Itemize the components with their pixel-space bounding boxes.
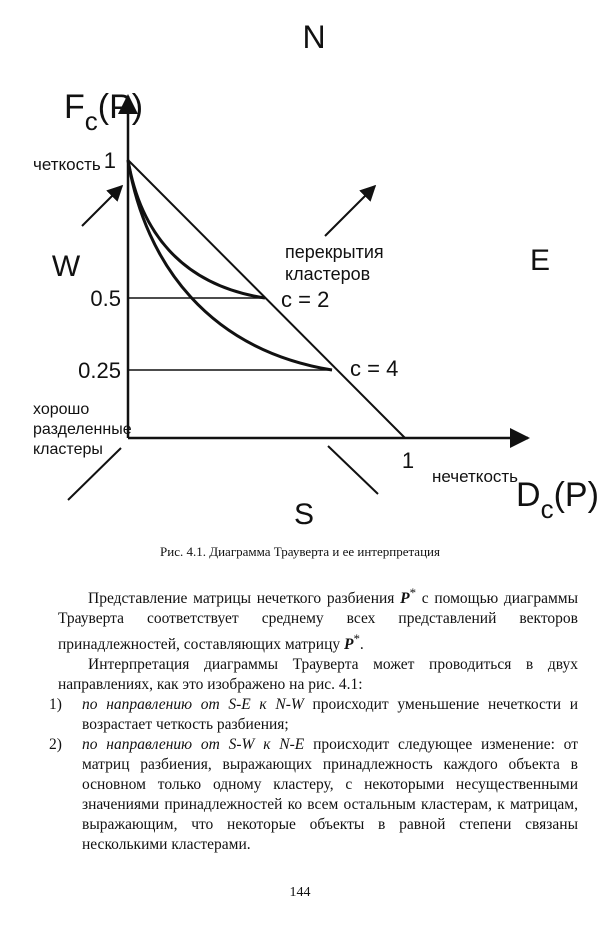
y-axis-title: $F_c(P)$ (64, 88, 144, 136)
line-se (328, 446, 378, 494)
label-good-3: кластеры (33, 441, 103, 458)
label-overlap-2: кластеров (285, 264, 371, 284)
list-item-2: 2) по направлению от S-W к N-E происходит следующее изменение: от матриц разбиения, выражающих принадлежность каждого объекта в основном только одному кластеру, с некоторыми несущественными значениями принадлежностей ко всем остальным кластерам, к матрицам, выражающим, что некоторые объекты в равной степени связаны несколькими кластерами. (49, 736, 579, 854)
list-item-1: 1) по направлению от S-E к N-W происходит уменьшение нечеткости и возрастает четкость разбиения; (49, 696, 578, 734)
figure-caption: Рис. 4.1. Диаграмма Трауверта и ее интерпретация (160, 544, 440, 559)
arrow-ne (325, 186, 375, 236)
label-w: W (51, 250, 81, 283)
label-nechetkost: нечеткость (432, 467, 519, 486)
label-n: N (302, 19, 326, 55)
paragraph-1: Представление матрицы нечеткого разбиения P* с помощью диаграммы Трауверта соответствует среднему всех представлений векторов принадлежностей, составляющих матрицу P*. (58, 585, 579, 654)
tick-y-0-5: 0.5 (90, 286, 121, 311)
body-text (49, 583, 579, 855)
x-axis-title: $D_c(P)$ (516, 476, 599, 524)
label-c2: c = 2 (281, 287, 330, 312)
tick-y-1: 1 (103, 148, 116, 173)
diagonal-line (128, 160, 405, 438)
tick-y-0-25: 0.25 (78, 358, 121, 383)
tick-x-1: 1 (401, 448, 415, 473)
paragraph-2: Интерпретация диаграммы Трауверта может проводиться в двух направлениях, как это изображено на рис. 4.1: (58, 656, 578, 694)
label-good-1: хорошо (33, 401, 90, 418)
label-good-2: разделенные (33, 421, 132, 438)
label-c4: c = 4 (350, 356, 399, 381)
arrow-nw (82, 186, 122, 226)
label-e: E (529, 244, 551, 277)
page-number: 144 (289, 885, 311, 900)
label-overlap-1: перекрытия (285, 242, 384, 262)
label-chetkost: четкость (33, 155, 101, 174)
label-s: S (293, 498, 315, 531)
